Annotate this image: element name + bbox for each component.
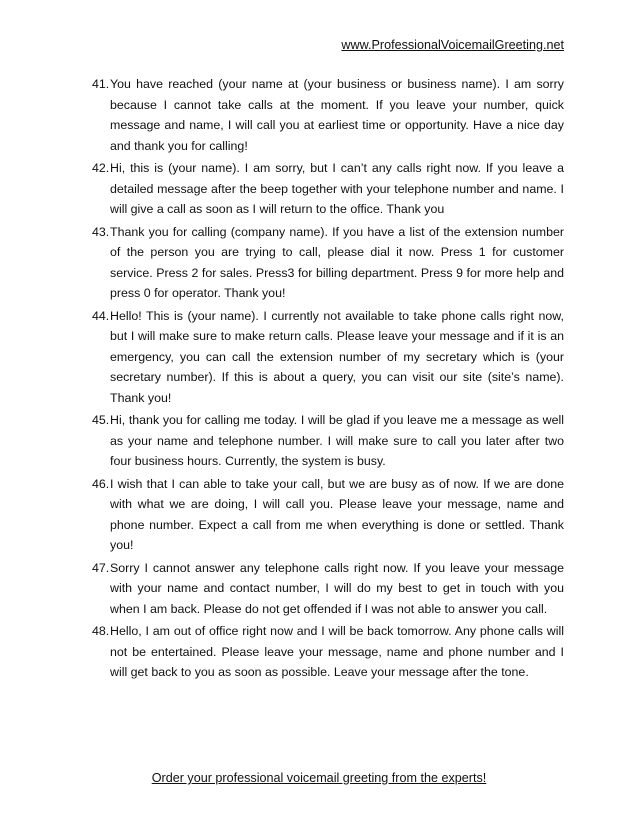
item-text: Hello! This is (your name). I currently not available to take phone calls right now, but I will make sure to make return calls. Please leave your message and if it is an emergency, you can call the extension number of my secretary which is (your secretary number). If this is about a query, you can visit our site (site’s name). Thank you! [110, 308, 564, 405]
item-text: Thank you for calling (company name). If you have a list of the extension number of the person you are trying to call, please dial it now. Press 1 for customer service. Press 2 for sales. Press3 for billing department. Press 9 for more help and press 0 for operator. Thank you! [110, 224, 564, 300]
greeting-item-43 [92, 222, 564, 304]
item-number: 46. [92, 476, 110, 491]
greeting-list [92, 74, 564, 685]
item-text: Hello, I am out of office right now and I will be back tomorrow. Any phone calls will not be entertained. Please leave your message, name and phone number and I will get back to you as soon as possible. Leave your message after the tone. [110, 624, 564, 679]
greeting-item-46 [92, 474, 564, 556]
item-number: 48. [92, 624, 110, 638]
site-url-link[interactable]: www.ProfessionalVoicemailGreeting.net [341, 38, 564, 52]
item-text: You have reached (your name at (your business or business name). I am sorry because I cannot take calls at the moment. If you leave your number, quick message and name, I will call you at earliest time or opportunity. Have a nice day and thank you for calling! [110, 77, 564, 153]
item-number: 44. [92, 308, 110, 323]
item-number: 41. [92, 77, 110, 91]
greeting-item-41 [92, 74, 564, 156]
item-number: 47. [92, 560, 110, 575]
item-text: Hi, thank you for calling me today. I will be glad if you leave me a message as well as your name and telephone number. I will make sure to call you later after two four business hours. Currently, the system is busy. [110, 413, 564, 468]
greeting-item-44 [92, 306, 564, 409]
greeting-item-45 [92, 410, 564, 472]
order-greeting-link[interactable]: Order your professional voicemail greeting from the experts! [151, 771, 487, 785]
item-number: 43. [92, 224, 110, 239]
item-number: 45. [92, 413, 110, 427]
item-text: Hi, this is (your name). I am sorry, but I can’t any calls right now. If you leave a detailed message after the beep together with your telephone number and name. I will give a call as soon as I will return to the office. Thank you [110, 161, 564, 216]
greeting-item-48 [92, 621, 564, 683]
item-number: 42. [92, 161, 110, 175]
greeting-item-47 [92, 558, 564, 620]
item-text: I wish that I can able to take your call, but we are busy as of now. If we are done with what we are doing, I will call you. Please leave your message, name and phone number. Expect a call from me when everything is done or settled. Thank you! [110, 476, 564, 552]
item-text: Sorry I cannot answer any telephone calls right now. If you leave your message with your name and contact number, I will do my best to get in touch with you when I am back. Please do not get offended if I was not able to answer you call. [110, 560, 564, 616]
greeting-item-42 [92, 158, 564, 220]
